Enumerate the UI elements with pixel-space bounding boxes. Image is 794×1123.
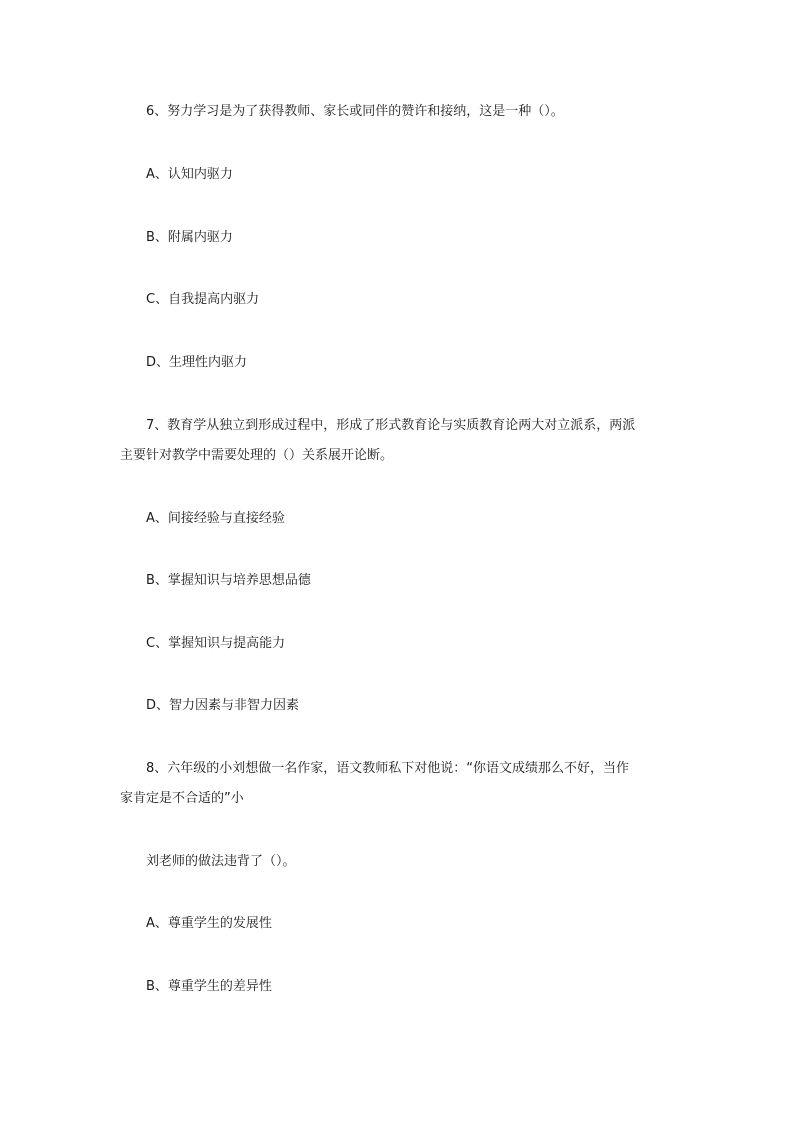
question-6-option-c: C、自我提高内驱力 [146,292,260,307]
question-7-option-a: A、间接经验与直接经验 [146,511,285,526]
question-8-stem-line-3: 刘老师的做法违背了（）。 [146,854,296,869]
question-6-option-b: B、附属内驱力 [146,230,233,245]
question-7-stem-line-2: 主要针对教学中需要处理的（）关系展开论断。 [120,448,394,463]
question-7-stem-line-1: 7、教育学从独立到形成过程中，形成了形式教育论与实质教育论两大对立派系，两派 [146,418,636,433]
question-8-stem-line-2: 家肯定是不合适的”小 [120,791,244,806]
question-6-option-d: D、生理性内驱力 [146,355,248,370]
question-7-option-c: C、掌握知识与提高能力 [146,636,286,651]
question-6-stem: 6、努力学习是为了获得教师、家长或同伴的赞许和接纳，这是一种（）。 [146,104,564,119]
question-8-option-b: B、尊重学生的差异性 [146,979,272,994]
question-8-stem-line-1: 8、六年级的小刘想做一名作家，语文教师私下对他说：“你语文成绩那么不好，当作 [146,761,630,776]
question-8-option-a: A、尊重学生的发展性 [146,916,272,931]
question-7-option-d: D、智力因素与非智力因素 [146,698,300,713]
question-7-option-b: B、掌握知识与培养思想品德 [146,573,311,588]
question-6-option-a: A、认知内驱力 [146,167,233,182]
